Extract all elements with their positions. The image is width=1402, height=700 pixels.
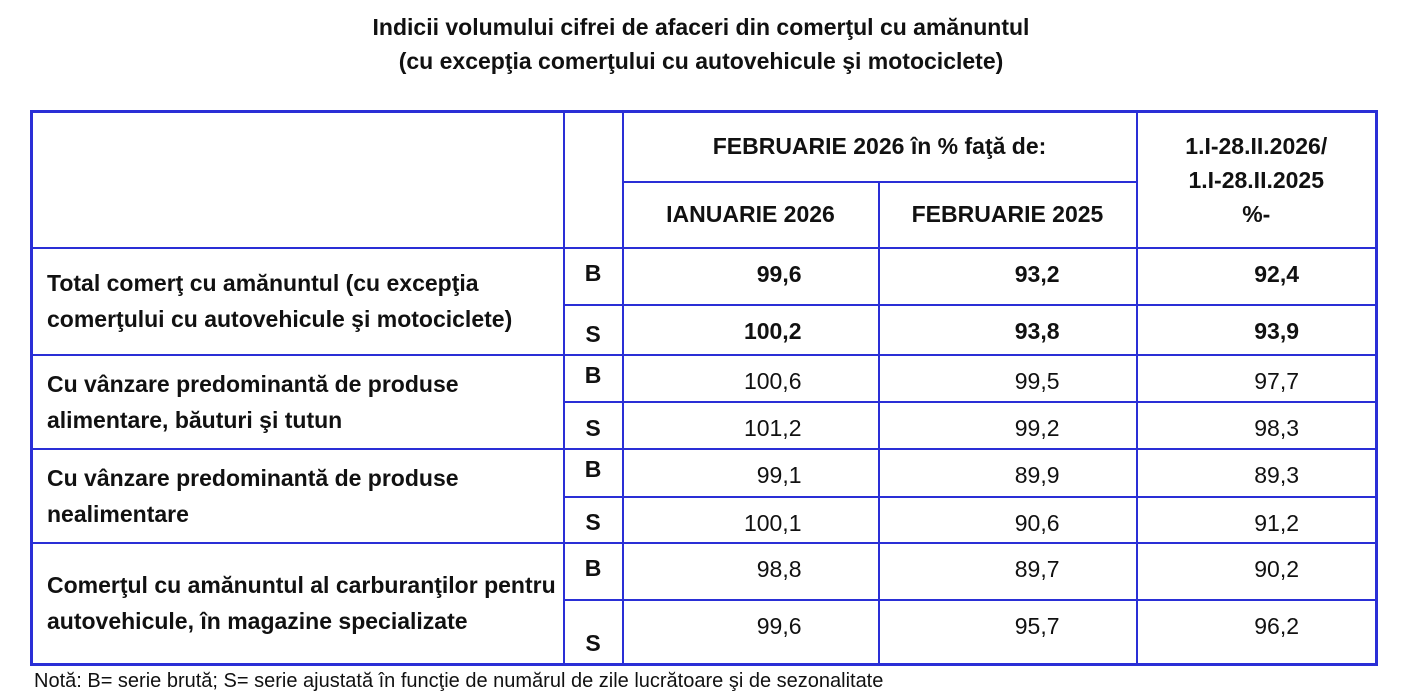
header-cumulative-line1: 1.I-28.II.2026/ [1185,132,1328,159]
row-label: Cu vânzare predominantă de produse alimentare, băuturi şi tutun [32,355,564,449]
header-col-jan: IANUARIE 2026 [623,182,879,248]
series-label: S [564,497,623,543]
value-jan: 100,6 [623,355,879,402]
value-cum: 91,2 [1137,497,1377,543]
series-label: S [564,600,623,665]
header-row-1 [32,112,1377,182]
value-feb: 89,9 [879,449,1137,497]
header-cumulative [1137,112,1377,248]
value-jan: 100,1 [623,497,879,543]
value-feb: 93,2 [879,248,1137,305]
value-feb: 99,2 [879,402,1137,449]
value-jan: 99,6 [623,600,879,665]
title-line-2: (cu excepţia comerţului cu autovehicule şi motociclete) [398,48,1004,74]
table-row [32,543,1377,600]
series-label: B [564,248,623,305]
value-feb: 99,5 [879,355,1137,402]
header-cumulative-line3: %- [1242,200,1271,227]
value-feb: 95,7 [879,600,1137,665]
value-cum: 92,4 [1137,248,1377,305]
value-jan: 99,1 [623,449,879,497]
value-cum: 93,9 [1137,305,1377,355]
table-row [32,248,1377,305]
value-cum: 96,2 [1137,600,1377,665]
row-label: Total comerţ cu amănuntul (cu excepţia comerţului cu autovehicule şi motociclete) [32,248,564,355]
footnote: Notă: B= serie brută; S= serie ajustată în funcţie de numărul de zile lucrătoare şi de sezonalitate [34,670,884,692]
series-label: B [564,355,623,402]
header-series-blank-cell [564,112,623,248]
series-label: S [564,402,623,449]
table-title [0,10,1402,78]
value-cum: 89,3 [1137,449,1377,497]
value-jan: 100,2 [623,305,879,355]
value-jan: 101,2 [623,402,879,449]
header-group-label: FEBRUARIE 2026 în % faţă de: [623,112,1137,182]
header-col-feb: FEBRUARIE 2025 [879,182,1137,248]
table-row [32,355,1377,402]
table-row [32,449,1377,497]
value-jan: 98,8 [623,543,879,600]
header-blank-cell [32,112,564,248]
retail-index-table [30,110,1378,666]
series-label: S [564,305,623,355]
value-feb: 90,6 [879,497,1137,543]
value-feb: 89,7 [879,543,1137,600]
value-cum: 90,2 [1137,543,1377,600]
row-label: Cu vânzare predominantă de produse nealimentare [32,449,564,543]
value-jan: 99,6 [623,248,879,305]
value-cum: 98,3 [1137,402,1377,449]
header-cumulative-line2: 1.I-28.II.2025 [1188,166,1325,193]
title-line-1: Indicii volumului cifrei de afaceri din comerţul cu amănuntul [372,14,1030,40]
value-feb: 93,8 [879,305,1137,355]
series-label: B [564,543,623,600]
value-cum: 97,7 [1137,355,1377,402]
series-label: B [564,449,623,497]
row-label: Comerţul cu amănuntul al carburanţilor pentru autovehicule, în magazine specializate [32,543,564,665]
